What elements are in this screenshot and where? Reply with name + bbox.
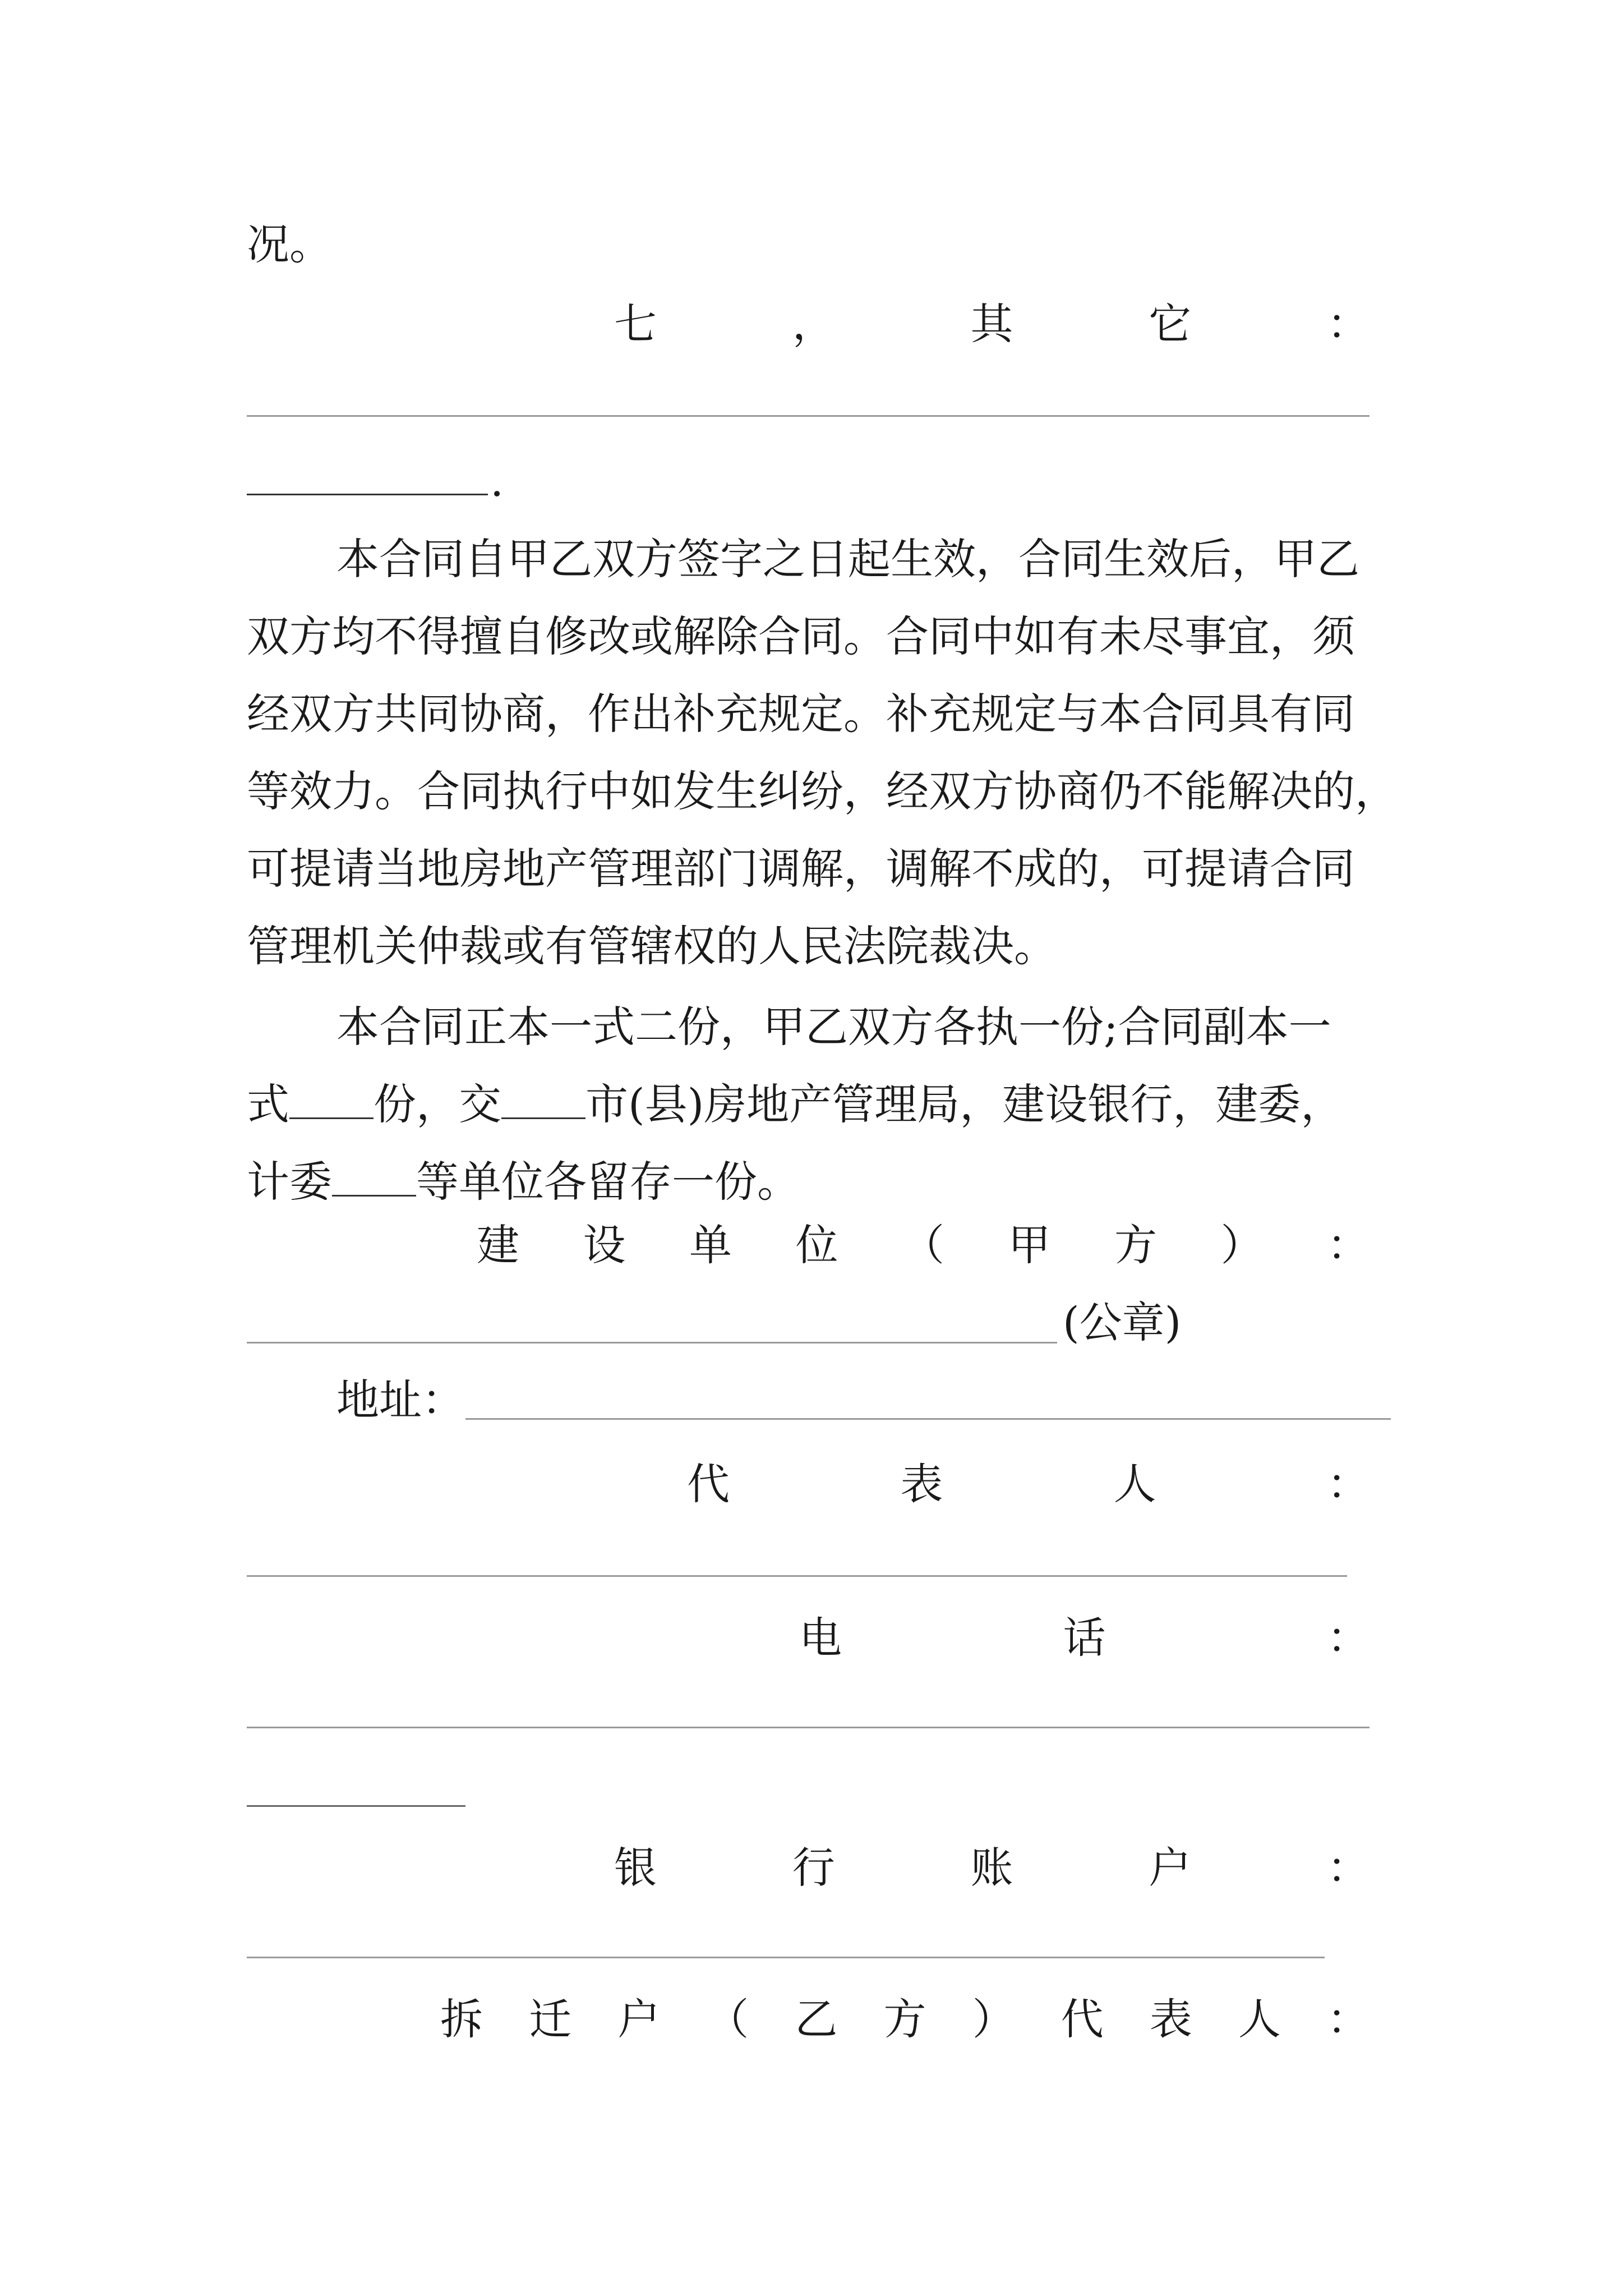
- para1-line: 等效力。合同执行中如发生纠纷，经双方协商仍不能解决的，: [247, 766, 1398, 816]
- party-a-char: （: [902, 1220, 944, 1270]
- section7-fill-line-2: [247, 494, 488, 495]
- party-b-char: 表: [1149, 1994, 1192, 2044]
- party-a-char: 方: [1114, 1220, 1157, 1270]
- para2-text: 计委: [247, 1157, 332, 1207]
- phone-char: 电: [799, 1613, 842, 1663]
- city-blank[interactable]: [501, 1084, 585, 1119]
- para2-line2: [247, 1066, 1343, 1143]
- party-a-char: 设: [583, 1220, 626, 1270]
- party-a-heading: [477, 1220, 1370, 1270]
- party-b-char: 代: [1061, 1994, 1104, 2044]
- representative-line[interactable]: [247, 1575, 1347, 1577]
- rep-char: 人: [1113, 1459, 1156, 1509]
- bank-char: 银: [614, 1843, 657, 1893]
- section7-char: 七: [614, 299, 657, 349]
- para2-text: 份，交: [374, 1079, 501, 1129]
- copies-count-blank[interactable]: [289, 1084, 374, 1119]
- party-a-char: 位: [795, 1220, 838, 1270]
- phone-line-2[interactable]: [247, 1805, 465, 1807]
- section7-char: 其: [970, 299, 1013, 349]
- phone-heading: [799, 1613, 1370, 1663]
- section7-heading: [614, 299, 1370, 349]
- para1-line: 经双方共同协商，作出补充规定。补充规定与本合同具有同: [247, 689, 1355, 739]
- party-b-char: 拆: [440, 1994, 483, 2044]
- bank-char: 行: [792, 1843, 835, 1893]
- planning-committee-blank[interactable]: [332, 1161, 416, 1197]
- address-label: 地址：: [336, 1375, 464, 1425]
- para2-text: 市(县)房地产管理局，建设银行，建委，: [585, 1079, 1344, 1129]
- party-b-char: 人: [1238, 1994, 1281, 2044]
- rep-char: ：: [1326, 1459, 1370, 1509]
- party-a-char: ）: [1220, 1220, 1264, 1270]
- section7-char: ，: [792, 299, 835, 349]
- party-b-char: 方: [883, 1994, 926, 2044]
- para1-line: 本合同自甲乙双方签字之日起生效，合同生效后，甲乙: [336, 534, 1359, 584]
- section7-fill-line: [247, 415, 1370, 417]
- party-b-char: ：: [1326, 1994, 1370, 2044]
- party-a-char: 建: [477, 1220, 519, 1270]
- rep-char: 代: [687, 1459, 730, 1509]
- para1-line: 双方均不得擅自修改或解除合同。合同中如有未尽事宜，须: [247, 611, 1355, 661]
- para2-text: 等单位各留存一份。: [416, 1157, 800, 1207]
- bank-account-line[interactable]: [247, 1957, 1325, 1958]
- party-b-char: 乙: [795, 1994, 838, 2044]
- bank-char: 账: [970, 1843, 1013, 1893]
- party-a-char: 单: [689, 1220, 732, 1270]
- party-b-char: 迁: [529, 1994, 572, 2044]
- para1-line: 可提请当地房地产管理部门调解，调解不成的，可提请合同: [247, 844, 1355, 894]
- bank-char: ：: [1327, 1843, 1370, 1893]
- rep-char: 表: [900, 1459, 943, 1509]
- party-b-heading: [440, 1994, 1370, 2044]
- para2-line1: 本合同正本一式二份，甲乙双方各执一份;合同副本一: [336, 1002, 1331, 1052]
- section7-char: ：: [1327, 299, 1370, 349]
- party-b-char: 户: [617, 1994, 661, 2044]
- seal-label: (公章): [1063, 1297, 1182, 1347]
- section7-end-dot: .: [490, 456, 504, 506]
- party-b-char: （: [706, 1994, 749, 2044]
- party-a-char: ：: [1327, 1220, 1370, 1270]
- party-b-char: ）: [972, 1994, 1015, 2044]
- party-a-char: 甲: [1008, 1220, 1051, 1270]
- continuation-text: 况。: [247, 219, 332, 269]
- phone-line[interactable]: [247, 1727, 1370, 1728]
- para1-line: 管理机关仲裁或有管辖权的人民法院裁决。: [247, 921, 1057, 971]
- bank-char: 户: [1149, 1843, 1192, 1893]
- address-line[interactable]: [465, 1418, 1391, 1420]
- section7-char: 它: [1149, 299, 1192, 349]
- party-a-name-line[interactable]: [247, 1342, 1057, 1343]
- para2-line3: [247, 1143, 800, 1221]
- bank-account-heading: [614, 1843, 1370, 1893]
- phone-char: 话: [1063, 1613, 1106, 1663]
- phone-char: ：: [1327, 1613, 1370, 1663]
- representative-heading: [687, 1459, 1370, 1509]
- para2-text: 式: [247, 1079, 289, 1129]
